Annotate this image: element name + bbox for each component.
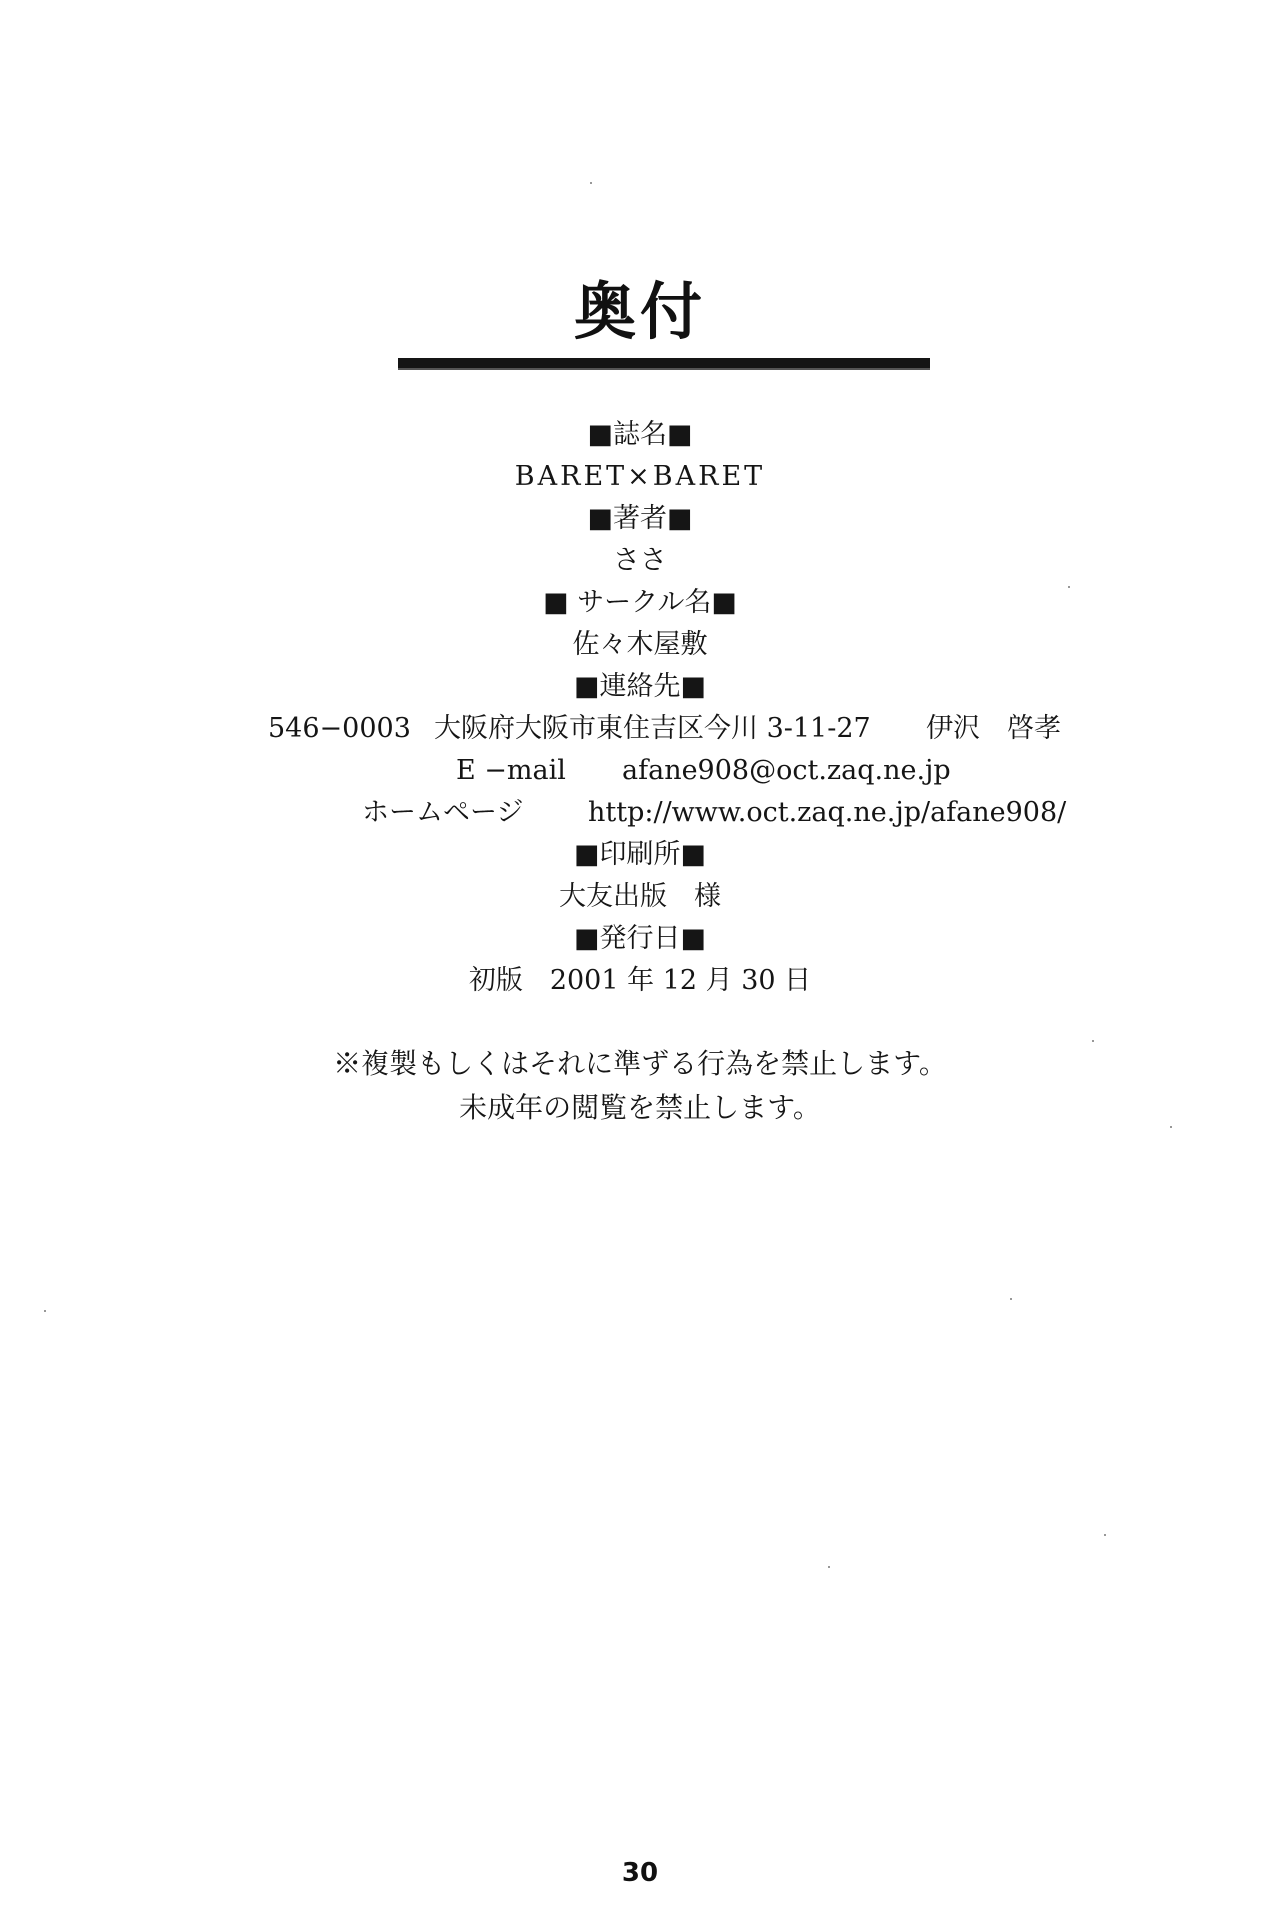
- scan-speck: [828, 1566, 830, 1568]
- email-label: E −mail: [456, 755, 566, 786]
- issue-header: ■発行日■: [573, 923, 707, 954]
- magazine-header: ■誌名■: [587, 419, 693, 450]
- scan-speck: [1092, 1040, 1094, 1042]
- circle-header: ■ サークル名■: [543, 587, 737, 618]
- scan-speck: [1010, 1298, 1012, 1300]
- title-divider: [398, 358, 930, 370]
- page-title: 奥付: [573, 275, 706, 348]
- contact-header: ■連絡先■: [573, 671, 707, 702]
- homepage-url: http://www.oct.zaq.ne.jp/afane908/: [588, 797, 1067, 828]
- postal-code: 546−0003: [268, 713, 411, 744]
- author-name: ささ: [613, 545, 667, 576]
- scan-speck: [44, 1310, 46, 1312]
- scan-speck: [1068, 586, 1070, 588]
- homepage-label: ホームページ: [362, 797, 524, 828]
- minor-prohibition-notice: 未成年の閲覧を禁止します。: [459, 1091, 821, 1124]
- page-number: 30: [621, 1858, 659, 1888]
- email-address: afane908@oct.zaq.ne.jp: [622, 755, 951, 786]
- circle-name: 佐々木屋敷: [572, 629, 708, 660]
- scan-speck: [1170, 1126, 1172, 1128]
- magazine-name: BARET×BARET: [514, 461, 766, 492]
- copy-prohibition-notice: ※複製もしくはそれに準ずる行為を禁止します。: [333, 1047, 947, 1080]
- printer-name: 大友出版 様: [559, 881, 721, 912]
- printer-header: ■印刷所■: [573, 839, 707, 870]
- contact-person: 伊沢 啓孝: [926, 713, 1061, 744]
- address: 大阪府大阪市東住吉区今川 3-11-27: [434, 713, 871, 744]
- scan-speck: [1104, 1534, 1106, 1536]
- scan-speck: [590, 182, 592, 184]
- issue-date: 初版 2001 年 12 月 30 日: [468, 965, 812, 996]
- author-header: ■著者■: [587, 503, 693, 534]
